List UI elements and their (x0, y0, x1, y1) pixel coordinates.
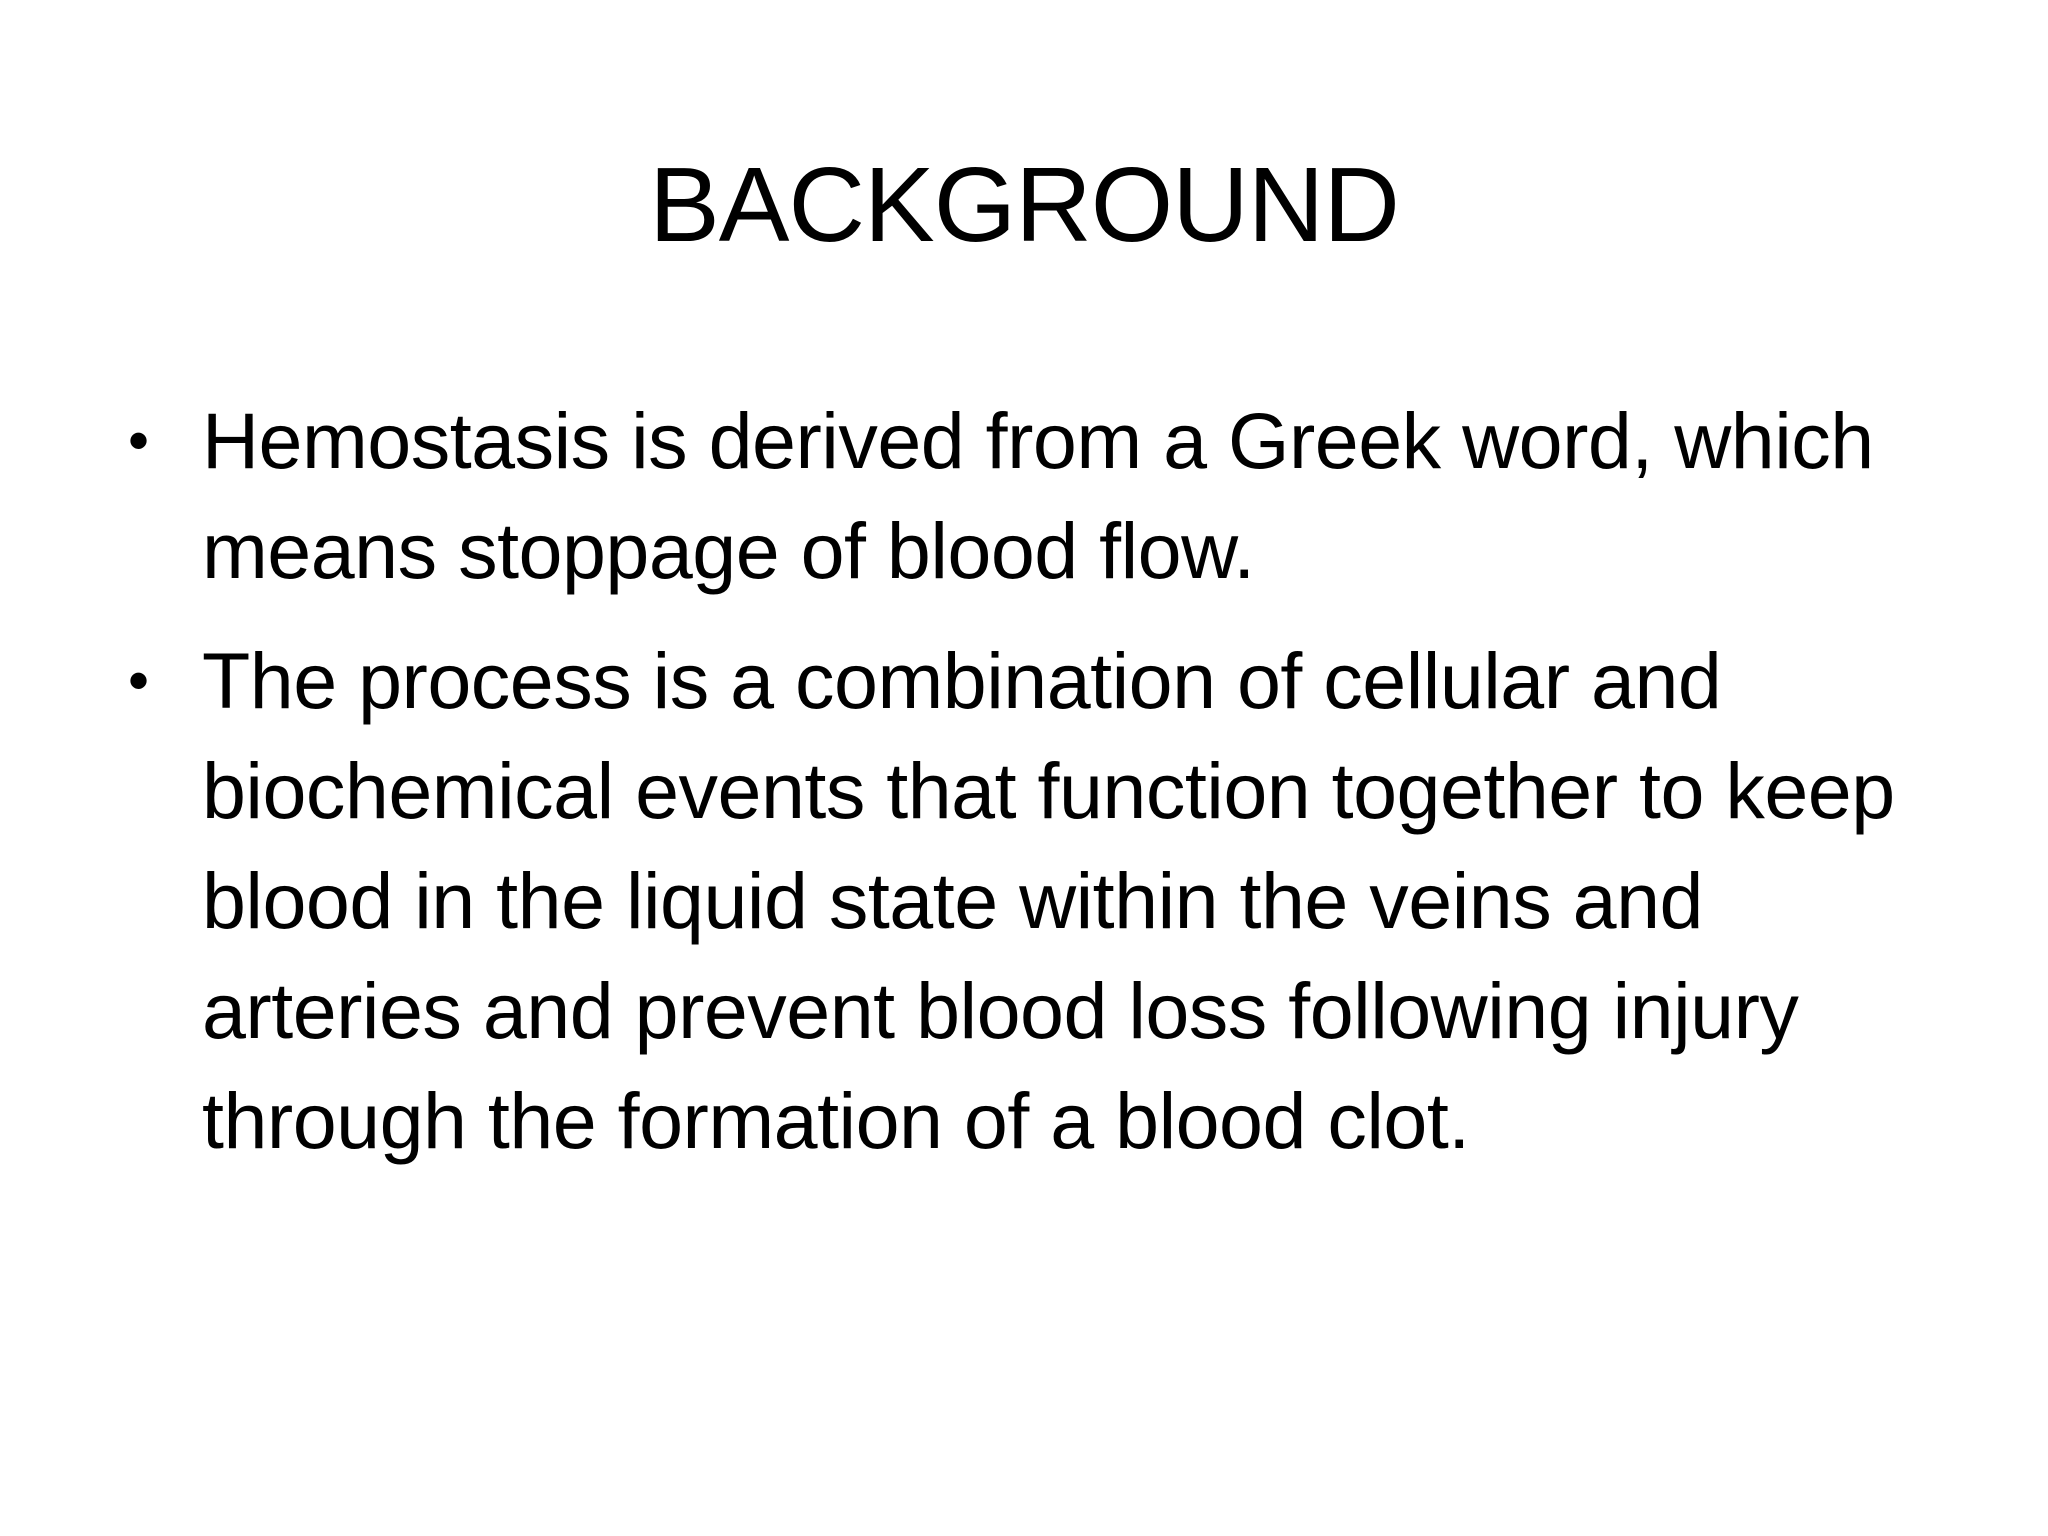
bullet-text: Hemostasis is derived from a Greek word, which means stoppage of blood flow. (202, 396, 1874, 595)
slide-title: BACKGROUND (649, 146, 1399, 264)
bullet-item (120, 386, 1920, 606)
bullet-list (120, 386, 1920, 1196)
bullet-item (120, 626, 1920, 1176)
bullet-marker: • (128, 647, 149, 714)
bullet-text: The process is a combination of cellular and biochemical events that function together to keep blood in the liquid state within the veins and arteries and prevent blood loss following injury through the formation of a blood clot. (202, 636, 1895, 1165)
bullet-marker: • (128, 407, 149, 474)
